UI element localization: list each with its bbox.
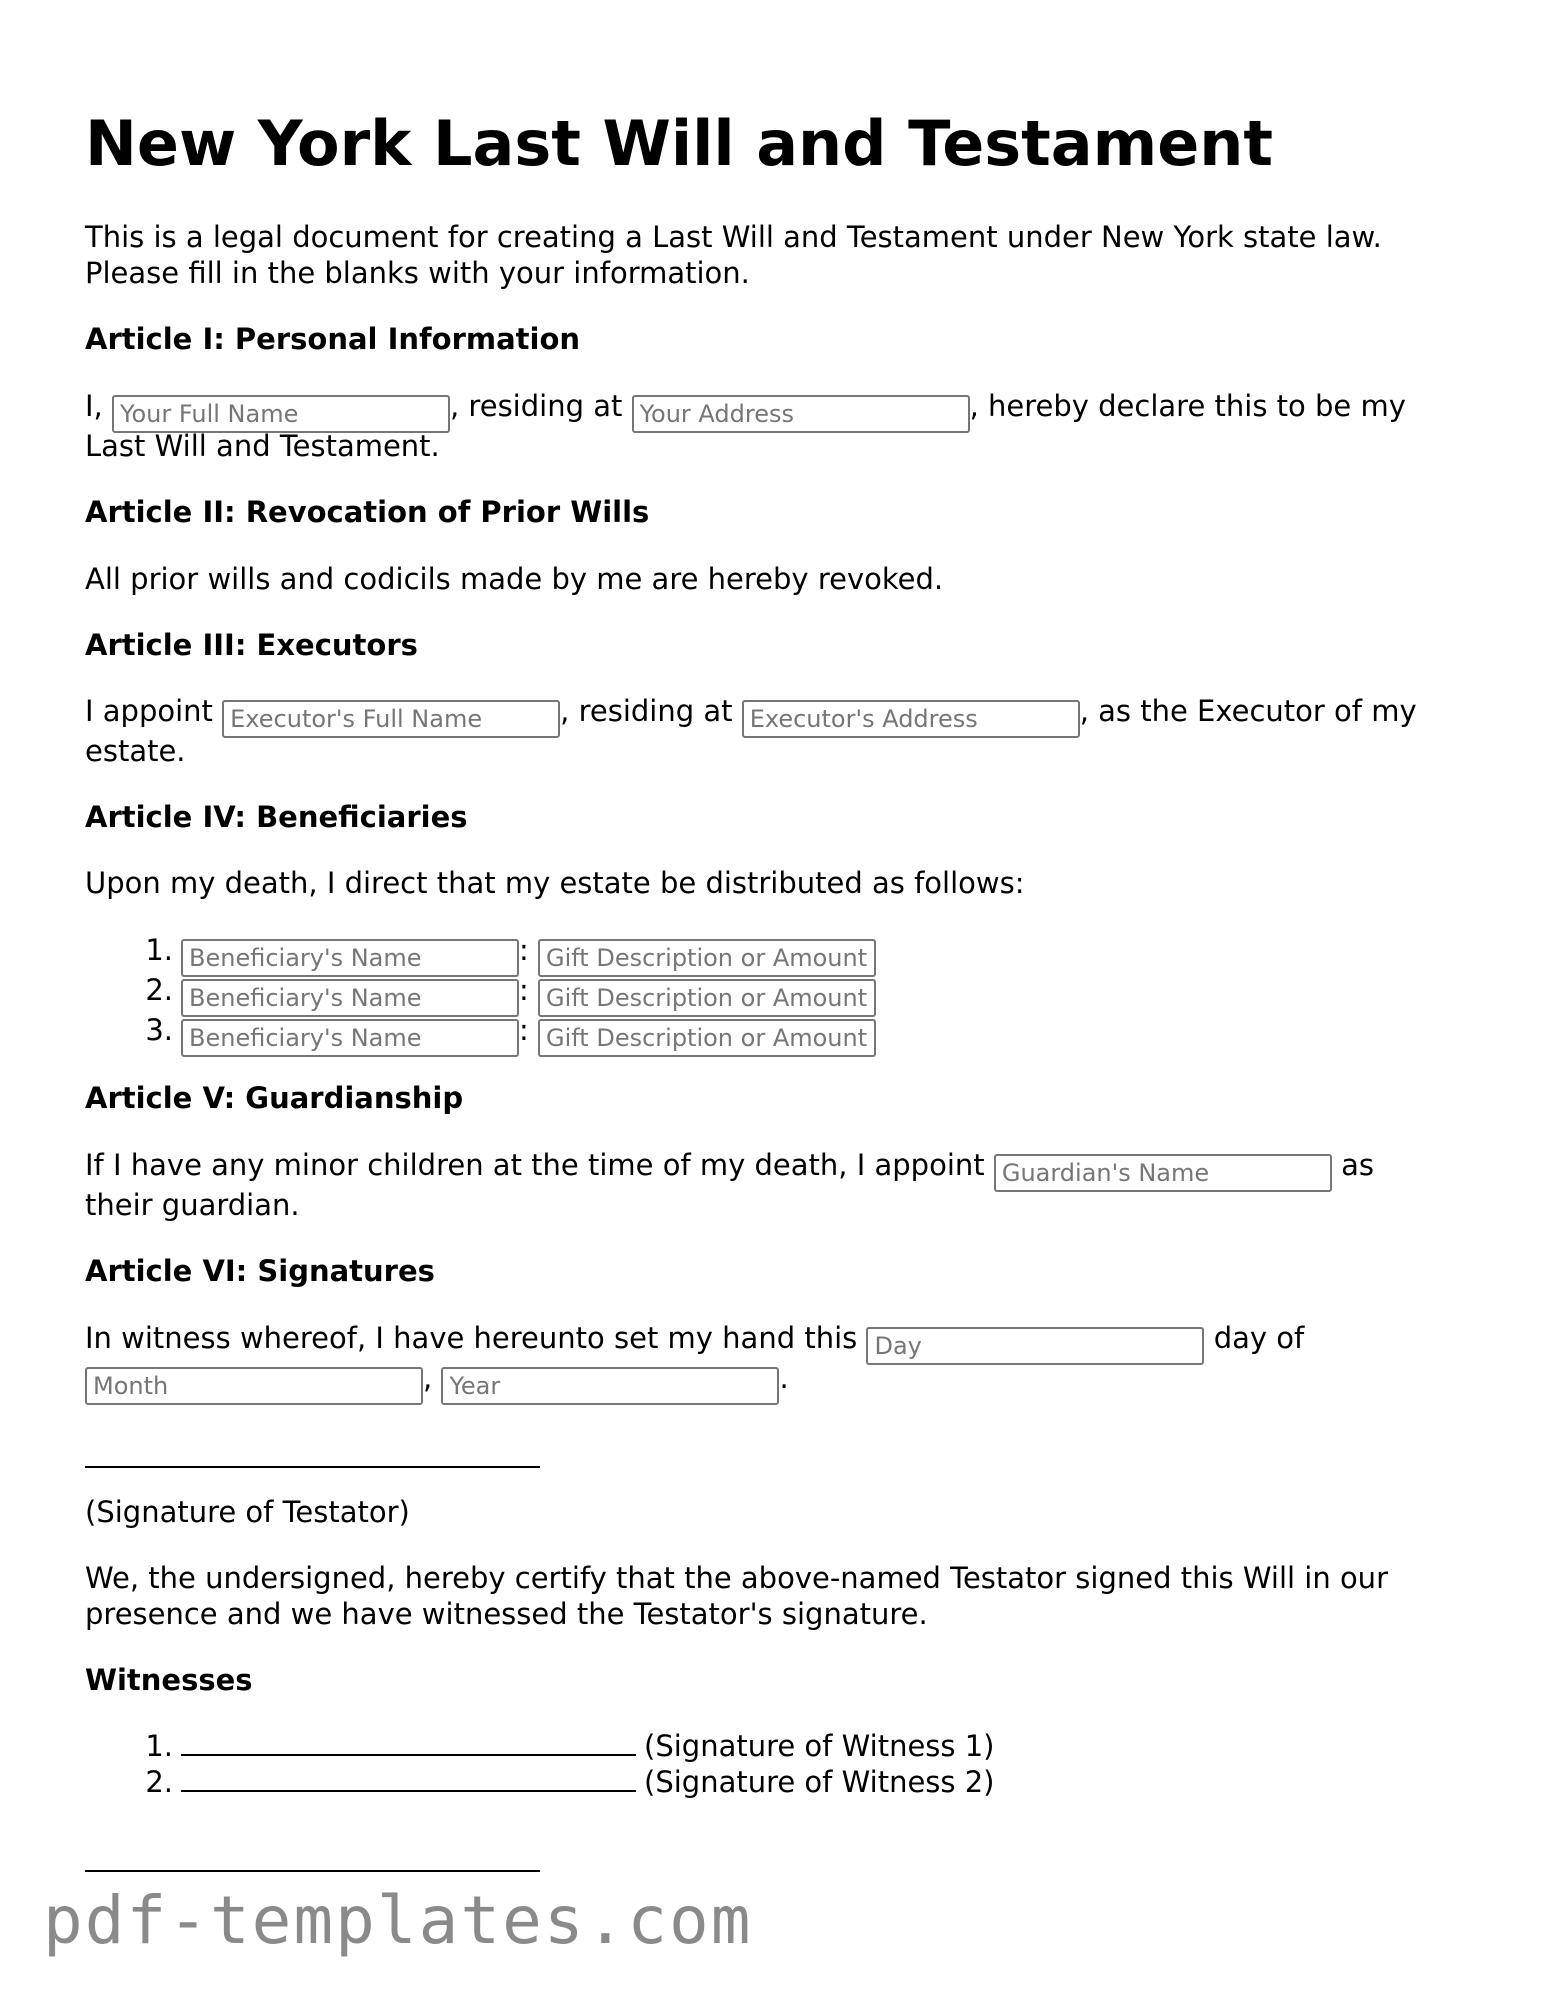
article-1-line-2: Last Will and Testament. (85, 429, 440, 463)
article-3-pre: I appoint (85, 694, 213, 728)
article-6-heading: Article VI: Signatures (85, 1254, 435, 1288)
article-6-date-line (85, 1360, 789, 1405)
period: . (779, 1361, 789, 1395)
witness-row (135, 1728, 995, 1764)
list-number: 3. (145, 1013, 173, 1047)
article-3-heading: Article III: Executors (85, 628, 418, 662)
executor-name-input[interactable] (222, 700, 560, 738)
beneficiary-name-input[interactable] (181, 1019, 519, 1057)
witnesses-heading: Witnesses (85, 1663, 253, 1697)
separator: : (519, 1013, 529, 1047)
witness-label: (Signature of Witness 2) (644, 1765, 995, 1799)
article-6-day-post: day of (1213, 1321, 1305, 1355)
day-input[interactable] (866, 1327, 1204, 1365)
article-1-heading: Article I: Personal Information (85, 322, 581, 356)
article-1-mid: , residing at (450, 389, 623, 423)
article-3-sentence (85, 693, 1417, 738)
beneficiary-row (135, 932, 876, 977)
list-number: 2. (145, 1765, 173, 1799)
watermark: pdf-templates.com (43, 1882, 753, 1959)
beneficiary-row (135, 972, 876, 1017)
article-6-sentence (85, 1320, 1304, 1365)
page-title: New York Last Will and Testament (85, 107, 1274, 180)
testator-signature-line[interactable] (85, 1466, 540, 1468)
article-3-post: , as the Executor of my (1079, 694, 1417, 728)
signature-line[interactable] (85, 1870, 540, 1872)
article-1-sentence (85, 388, 1406, 433)
article-5-sentence (85, 1147, 1374, 1192)
article-5-post: as (1341, 1148, 1374, 1182)
gift-description-input[interactable] (538, 1019, 876, 1057)
comma: , (423, 1361, 433, 1395)
witness-row (135, 1764, 995, 1800)
article-2-heading: Article II: Revocation of Prior Wills (85, 495, 650, 529)
intro-line-2: Please fill in the blanks with your information. (85, 256, 750, 290)
witness-signature-line[interactable] (181, 1730, 636, 1756)
separator: : (519, 933, 529, 967)
separator: : (519, 973, 529, 1007)
article-5-heading: Article V: Guardianship (85, 1081, 464, 1115)
article-5-line-2: their guardian. (85, 1188, 300, 1222)
article-1-post: , hereby declare this to be my (969, 389, 1406, 423)
certification-line-2: presence and we have witnessed the Testator's signature. (85, 1597, 928, 1631)
list-number: 1. (145, 1729, 173, 1763)
intro-line-1: This is a legal document for creating a Last Will and Testament under New York state law. (85, 220, 1382, 254)
beneficiary-row (135, 1012, 876, 1057)
testator-signature-label: (Signature of Testator) (85, 1495, 410, 1529)
year-input[interactable] (441, 1367, 779, 1405)
article-4-text: Upon my death, I direct that my estate be distributed as follows: (85, 866, 1025, 900)
list-number: 1. (145, 933, 173, 967)
executor-address-input[interactable] (742, 700, 1080, 738)
testator-address-input[interactable] (632, 395, 970, 433)
witness-signature-line[interactable] (181, 1766, 636, 1792)
witness-label: (Signature of Witness 1) (644, 1729, 995, 1763)
article-3-mid: , residing at (560, 694, 733, 728)
article-2-text: All prior wills and codicils made by me are hereby revoked. (85, 562, 944, 596)
list-number: 2. (145, 973, 173, 1007)
certification-line-1: We, the undersigned, hereby certify that the above-named Testator signed this Will in our (85, 1561, 1388, 1595)
article-4-heading: Article IV: Beneficiaries (85, 800, 468, 834)
month-input[interactable] (85, 1367, 423, 1405)
article-1-pre: I, (85, 389, 103, 423)
guardian-name-input[interactable] (994, 1154, 1332, 1192)
article-3-line-2: estate. (85, 734, 186, 768)
article-5-pre: If I have any minor children at the time of my death, I appoint (85, 1148, 985, 1182)
article-6-pre: In witness whereof, I have hereunto set my hand this (85, 1321, 858, 1355)
